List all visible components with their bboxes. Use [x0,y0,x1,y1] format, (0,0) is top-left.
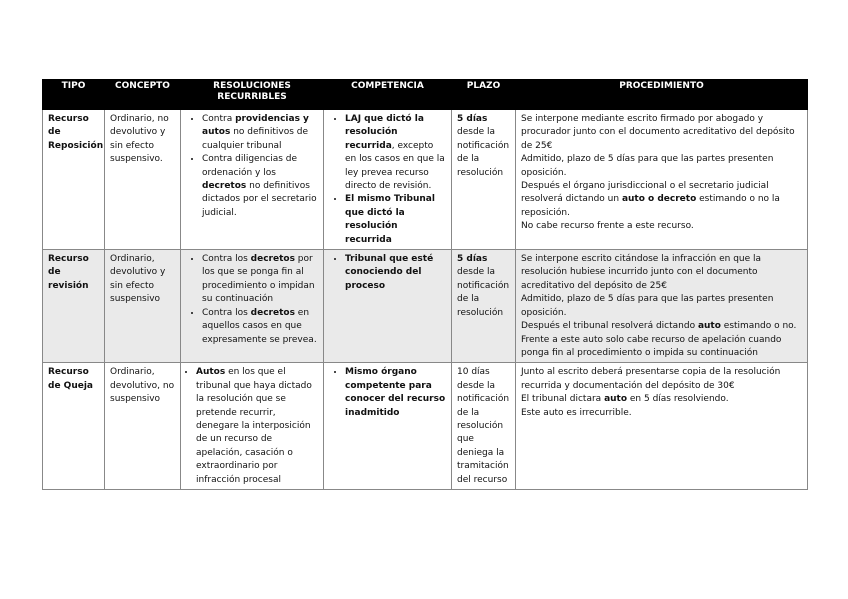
cell-concepto: Ordinario, no devolutivo y sin efecto suspensivo. [105,110,181,250]
text-run: Se interpone escrito citándose la infracción en que la resolución hubiese incurrido junto con el documento acreditativo del depósito de 25€ [521,254,762,291]
bold-run: providencias y autos [202,114,309,138]
text-run: desde la notificación de la resolución [457,267,510,318]
cell-concepto: Ordinario, devolutivo, no suspensivo [105,363,181,490]
table-row [43,250,808,363]
cell-tipo [43,250,105,363]
competencia-list [329,366,447,420]
list-item [202,253,319,307]
tipo-line: de Queja [48,380,93,391]
text-run: Contra los [202,307,251,318]
list-item [196,366,319,487]
procedimiento-line [521,153,803,180]
header-plazo: PLAZO [452,80,516,110]
text-run: Admitido, plazo de 5 días para que las partes presenten oposición. [521,294,774,318]
tipo-line: revisión [48,280,89,291]
text-run: en 5 días resolviendo. [627,394,729,405]
procedimiento-line [521,293,803,320]
text-run: en los que el tribunal que haya dictado la resolución que se pretende recurrir, denegare la interposición de un recurso de apelación, casación o extraordinario por infracción procesal [196,367,312,485]
bold-run: decretos [202,181,247,192]
text-run: por los que se ponga fin al procedimiento o impidan su continuación [202,254,315,305]
text-run: Admitido, plazo de 5 días para que las partes presenten oposición. [521,154,774,178]
competencia-list [329,253,447,293]
text-run: Contra diligencias de ordenación y los [202,154,298,178]
cell-procedimiento [516,250,808,363]
tipo-line: de [48,127,61,138]
procedimiento-line [521,334,803,361]
cell-concepto: Ordinario, devolutivo y sin efecto suspensivo [105,250,181,363]
list-item [345,366,447,420]
list-item [345,253,447,293]
text-run: desde la notificación de la resolución [457,127,510,178]
competencia-list [329,113,447,247]
bold-run: auto [604,394,628,405]
procedimiento-line [521,393,803,406]
cell-procedimiento [516,110,808,250]
cell-competencia [324,250,452,363]
tipo-line: Recurso [48,254,89,265]
cell-procedimiento [516,363,808,490]
text-run: Frente a este auto solo cabe recurso de apelación cuando ponga fin al procedimiento o impida su continuación [521,334,782,358]
text-run: Contra [202,114,236,124]
bold-run: Mismo órgano competente para conocer del recurso inadmitido [345,367,446,418]
text-run: Este auto es irrecurrible. [521,407,632,418]
tipo-line: Reposición [48,140,104,151]
bold-run: Autos [196,367,226,378]
text-run: Se interpone mediante escrito firmado por abogado y procurador junto con el documento acreditativo del depósito de 25€ [521,114,795,151]
text-run: no definitivos dictados por el secretario judicial. [202,181,317,218]
bold-run: 5 días [457,254,488,265]
text-run: Junto al escrito deberá presentarse copia de la resolución recurrida y documentación del depósito de 30€ [521,367,781,391]
list-item [202,307,319,347]
cell-tipo [43,110,105,250]
text-run: Contra los [202,254,251,265]
bold-run: El mismo Tribunal que dictó la resolución recurrida [345,194,435,245]
text-run: , excepto en los casos en que la ley prevea recurso directo de revisión. [345,140,445,192]
text-run: no definitivos de cualquier tribunal [202,127,309,151]
header-row [43,80,808,110]
cell-tipo [43,363,105,490]
text-run: Después el tribunal resolverá dictando [521,321,698,332]
cell-plazo [452,250,516,363]
cell-competencia [324,110,452,250]
procedimiento-line [521,253,803,293]
header-procedimiento: PROCEDIMIENTO [516,80,808,110]
list-item [202,113,319,153]
bold-run: 5 días [457,114,488,124]
header-concepto: CONCEPTO [105,80,181,110]
list-item [202,153,319,220]
procedimiento-line [521,407,803,420]
text-run: estimando o no. [720,321,797,332]
list-item [345,113,447,193]
procedimiento-line [521,180,803,220]
text-run: No cabe recurso frente a este recurso. [521,221,694,232]
cell-plazo [452,363,516,490]
table-row [43,110,808,250]
procedimiento-line [521,320,803,333]
header-competencia: COMPETENCIA [324,80,452,110]
cell-resoluciones [181,110,324,250]
resoluciones-list [186,366,319,487]
tipo-line: de [48,267,61,278]
cell-resoluciones [181,250,324,363]
resoluciones-list [186,113,319,220]
text-run: Después el órgano jurisdiccional o el secretario judicial resolverá dictando un [521,181,769,205]
text-run: estimando o no la reposición. [521,194,780,218]
bold-run: auto [697,321,721,332]
bold-run: decretos [250,254,295,265]
text-run: El tribunal dictara [521,394,605,405]
text-run: en aquellos casos en que expresamente se prevea. [202,307,317,345]
table-row [43,363,808,490]
bold-run: Tribunal que esté conociendo del proceso [345,254,434,291]
bold-run: auto o decreto [621,194,697,205]
procedimiento-line [521,366,803,393]
tipo-line: Recurso [48,114,89,124]
header-resoluciones: RESOLUCIONES RECURRIBLES [181,80,324,110]
cell-resoluciones [181,363,324,490]
list-item [345,193,447,247]
bold-run: decretos [250,307,295,318]
tipo-line: Recurso [48,367,89,378]
text-run: 10 días desde la notificación de la resolución que deniega la tramitación del recurso [457,367,510,485]
header-tipo: TIPO [43,80,105,110]
resoluciones-list [186,253,319,347]
procedimiento-line [521,220,803,233]
procedimiento-line [521,113,803,153]
cell-competencia [324,363,452,490]
cell-plazo [452,110,516,250]
bold-run: LAJ que dictó la resolución recurrida [345,114,424,151]
recursos-table [42,79,808,490]
